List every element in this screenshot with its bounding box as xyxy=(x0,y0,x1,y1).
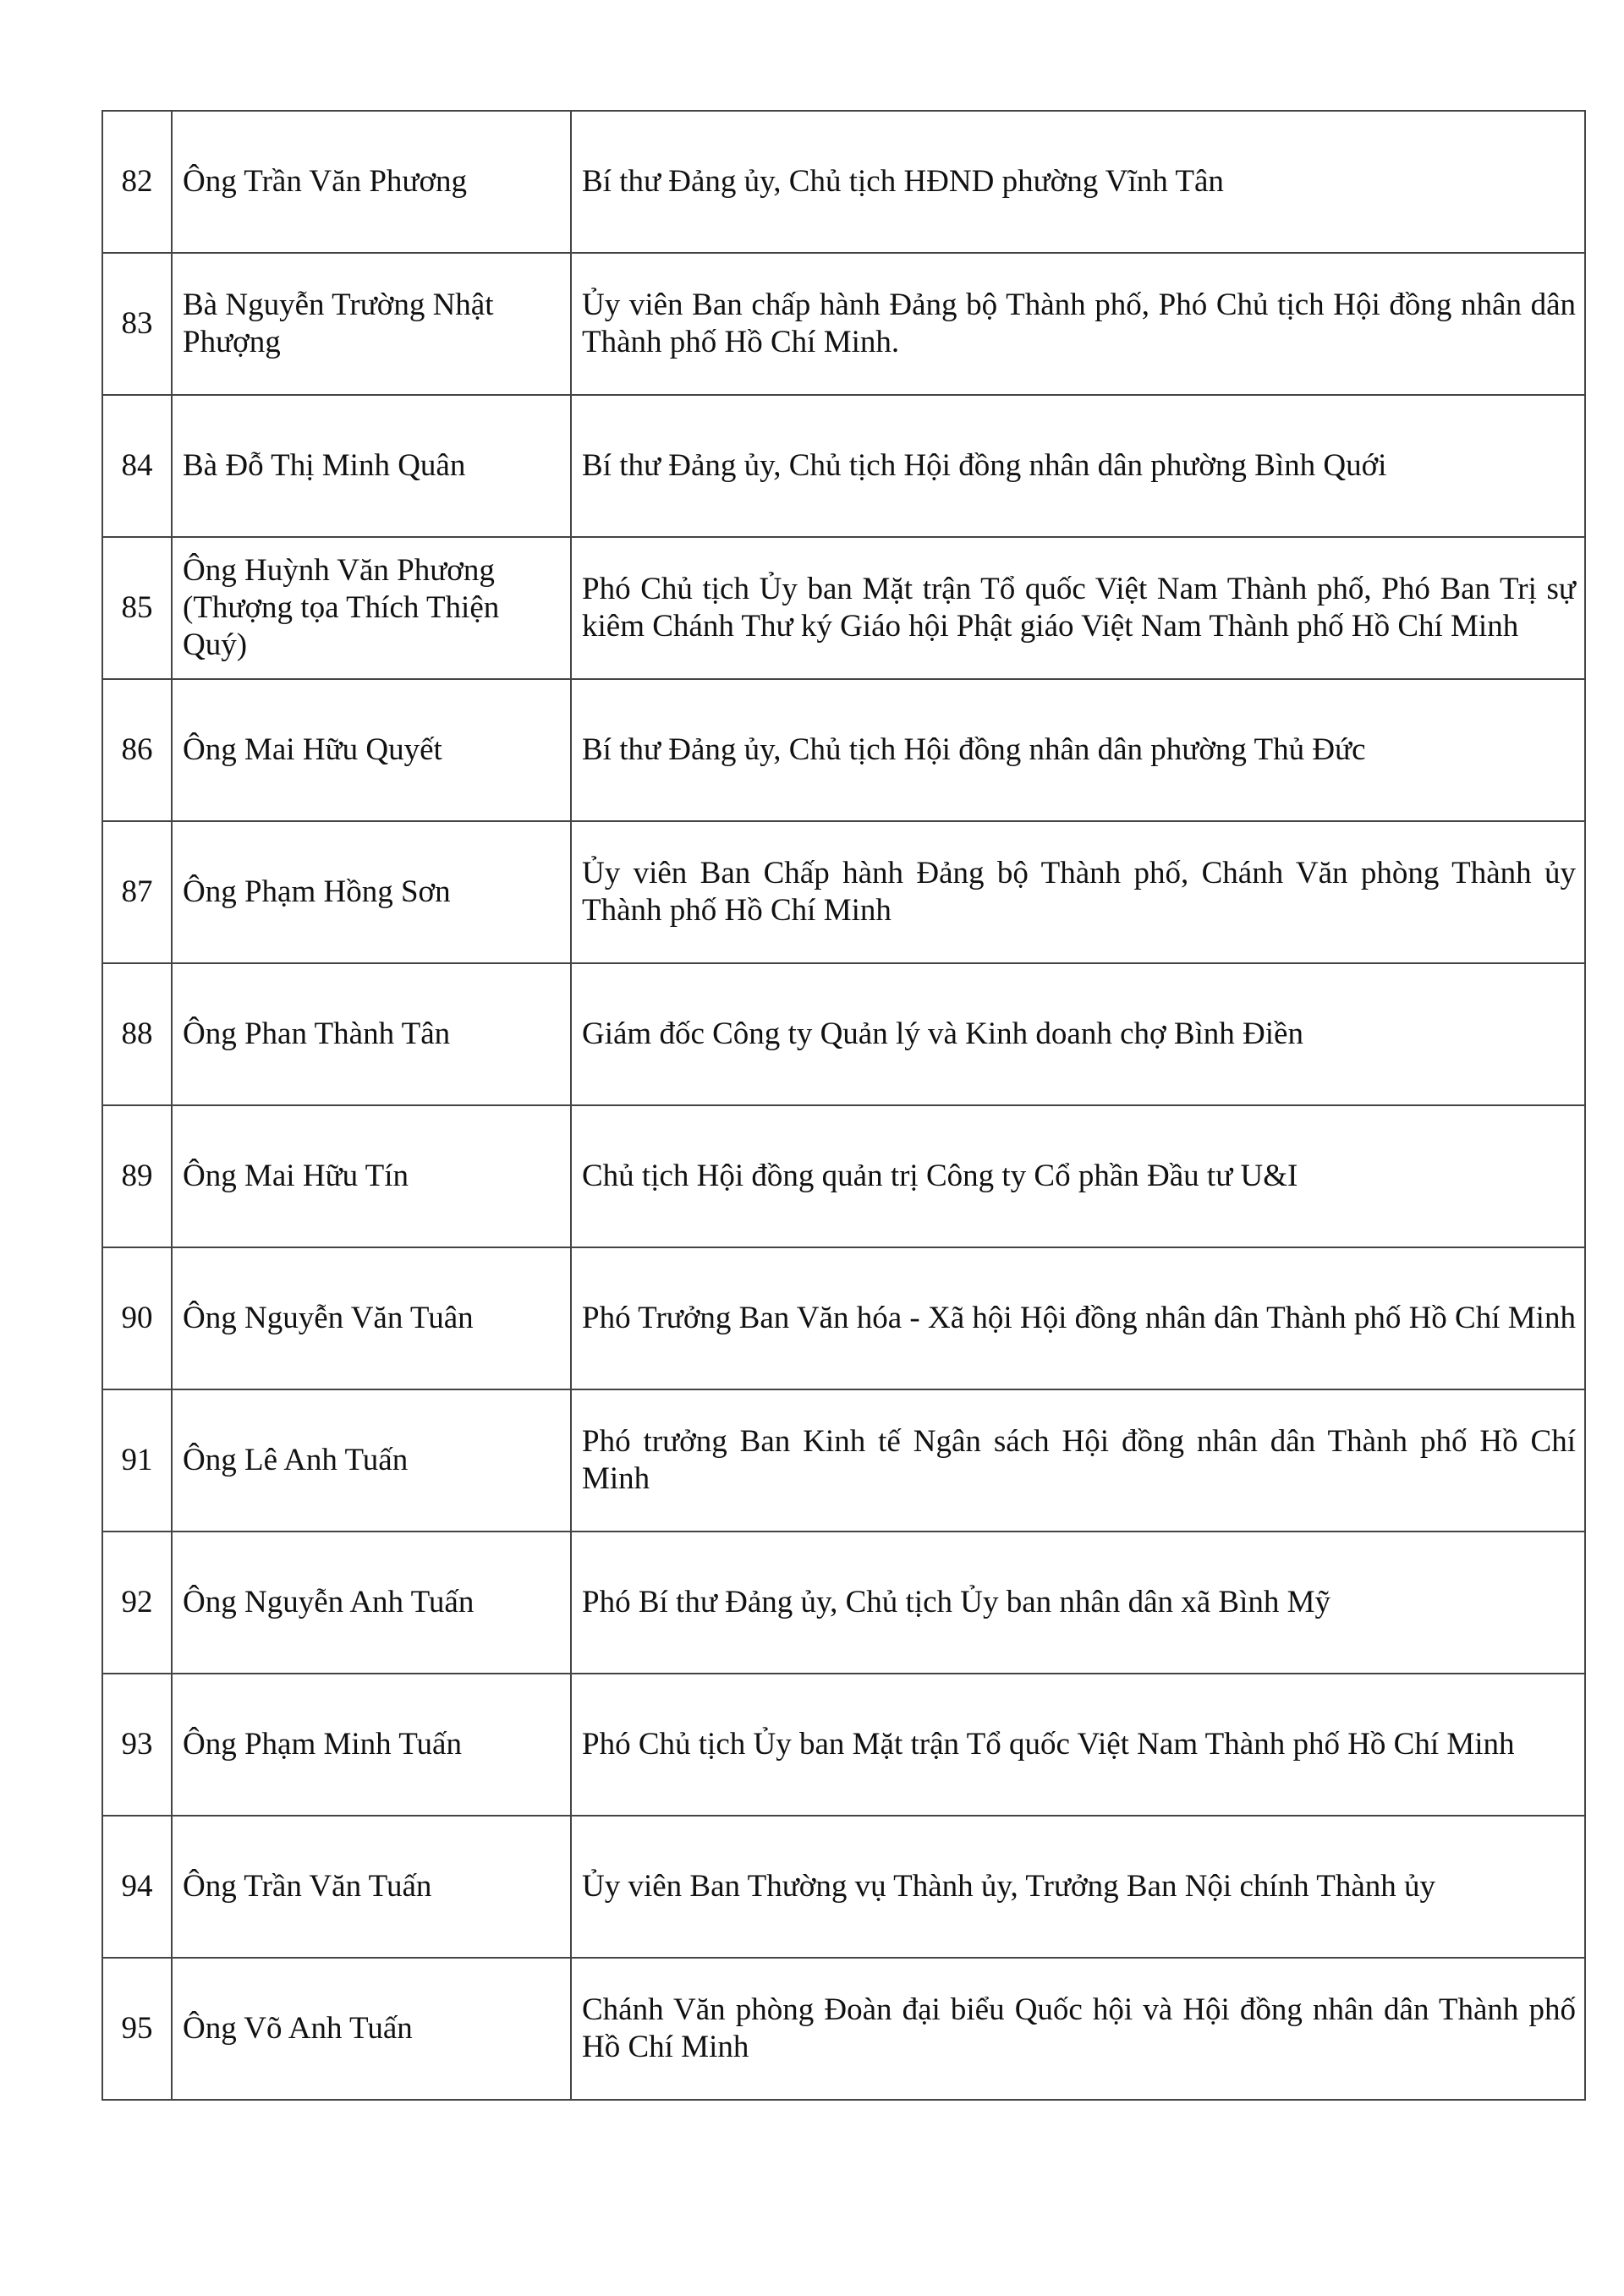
table-row xyxy=(102,1105,1585,1247)
member-name: Bà Nguyễn Trường Nhật Phượng xyxy=(172,253,571,395)
row-number: 90 xyxy=(102,1247,172,1389)
member-position: Phó Chủ tịch Ủy ban Mặt trận Tổ quốc Việt Nam Thành phố, Phó Ban Trị sự kiêm Chánh Thư ký Giáo hội Phật giáo Việt Nam Thành phố Hồ Chí Minh xyxy=(571,537,1585,679)
member-name: Ông Nguyễn Anh Tuấn xyxy=(172,1532,571,1674)
row-number: 85 xyxy=(102,537,172,679)
member-name: Ông Phan Thành Tân xyxy=(172,963,571,1105)
row-number: 94 xyxy=(102,1816,172,1958)
table-row xyxy=(102,1674,1585,1816)
table-row xyxy=(102,963,1585,1105)
member-position: Bí thư Đảng ủy, Chủ tịch Hội đồng nhân dân phường Bình Quới xyxy=(571,395,1585,537)
row-number: 84 xyxy=(102,395,172,537)
table-row xyxy=(102,111,1585,253)
row-number: 93 xyxy=(102,1674,172,1816)
table-row xyxy=(102,1389,1585,1532)
table-row xyxy=(102,821,1585,963)
member-name: Bà Đỗ Thị Minh Quân xyxy=(172,395,571,537)
row-number: 82 xyxy=(102,111,172,253)
member-name: Ông Phạm Hồng Sơn xyxy=(172,821,571,963)
row-number: 91 xyxy=(102,1389,172,1532)
member-position: Chánh Văn phòng Đoàn đại biểu Quốc hội và Hội đồng nhân dân Thành phố Hồ Chí Minh xyxy=(571,1958,1585,2100)
member-name: Ông Lê Anh Tuấn xyxy=(172,1389,571,1532)
row-number: 95 xyxy=(102,1958,172,2100)
table-row xyxy=(102,537,1585,679)
member-name: Ông Phạm Minh Tuấn xyxy=(172,1674,571,1816)
member-position: Bí thư Đảng ủy, Chủ tịch Hội đồng nhân dân phường Thủ Đức xyxy=(571,679,1585,821)
row-number: 86 xyxy=(102,679,172,821)
member-position: Bí thư Đảng ủy, Chủ tịch HĐND phường Vĩnh Tân xyxy=(571,111,1585,253)
member-name: Ông Mai Hữu Tín xyxy=(172,1105,571,1247)
table-row xyxy=(102,1816,1585,1958)
table-row xyxy=(102,1532,1585,1674)
member-position: Chủ tịch Hội đồng quản trị Công ty Cổ phần Đầu tư U&I xyxy=(571,1105,1585,1247)
table-row xyxy=(102,1958,1585,2100)
member-position: Phó Bí thư Đảng ủy, Chủ tịch Ủy ban nhân dân xã Bình Mỹ xyxy=(571,1532,1585,1674)
row-number: 83 xyxy=(102,253,172,395)
row-number: 87 xyxy=(102,821,172,963)
member-position: Ủy viên Ban Chấp hành Đảng bộ Thành phố, Chánh Văn phòng Thành ủy Thành phố Hồ Chí Minh xyxy=(571,821,1585,963)
member-name: Ông Võ Anh Tuấn xyxy=(172,1958,571,2100)
member-position: Phó Chủ tịch Ủy ban Mặt trận Tổ quốc Việt Nam Thành phố Hồ Chí Minh xyxy=(571,1674,1585,1816)
member-position: Ủy viên Ban chấp hành Đảng bộ Thành phố, Phó Chủ tịch Hội đồng nhân dân Thành phố Hồ Chí Minh. xyxy=(571,253,1585,395)
member-name: Ông Trần Văn Phương xyxy=(172,111,571,253)
row-number: 88 xyxy=(102,963,172,1105)
member-name: Ông Trần Văn Tuấn xyxy=(172,1816,571,1958)
member-name: Ông Huỳnh Văn Phương (Thượng tọa Thích Thiện Quý) xyxy=(172,537,571,679)
member-position: Phó trưởng Ban Kinh tế Ngân sách Hội đồng nhân dân Thành phố Hồ Chí Minh xyxy=(571,1389,1585,1532)
member-position: Phó Trưởng Ban Văn hóa - Xã hội Hội đồng nhân dân Thành phố Hồ Chí Minh xyxy=(571,1247,1585,1389)
table-row xyxy=(102,395,1585,537)
member-name: Ông Nguyễn Văn Tuân xyxy=(172,1247,571,1389)
row-number: 92 xyxy=(102,1532,172,1674)
member-position: Giám đốc Công ty Quản lý và Kinh doanh chợ Bình Điền xyxy=(571,963,1585,1105)
table-row xyxy=(102,253,1585,395)
member-table-body xyxy=(102,111,1585,2100)
member-position: Ủy viên Ban Thường vụ Thành ủy, Trưởng Ban Nội chính Thành ủy xyxy=(571,1816,1585,1958)
table-row xyxy=(102,679,1585,821)
table-row xyxy=(102,1247,1585,1389)
member-table xyxy=(102,110,1586,2101)
member-name: Ông Mai Hữu Quyết xyxy=(172,679,571,821)
row-number: 89 xyxy=(102,1105,172,1247)
